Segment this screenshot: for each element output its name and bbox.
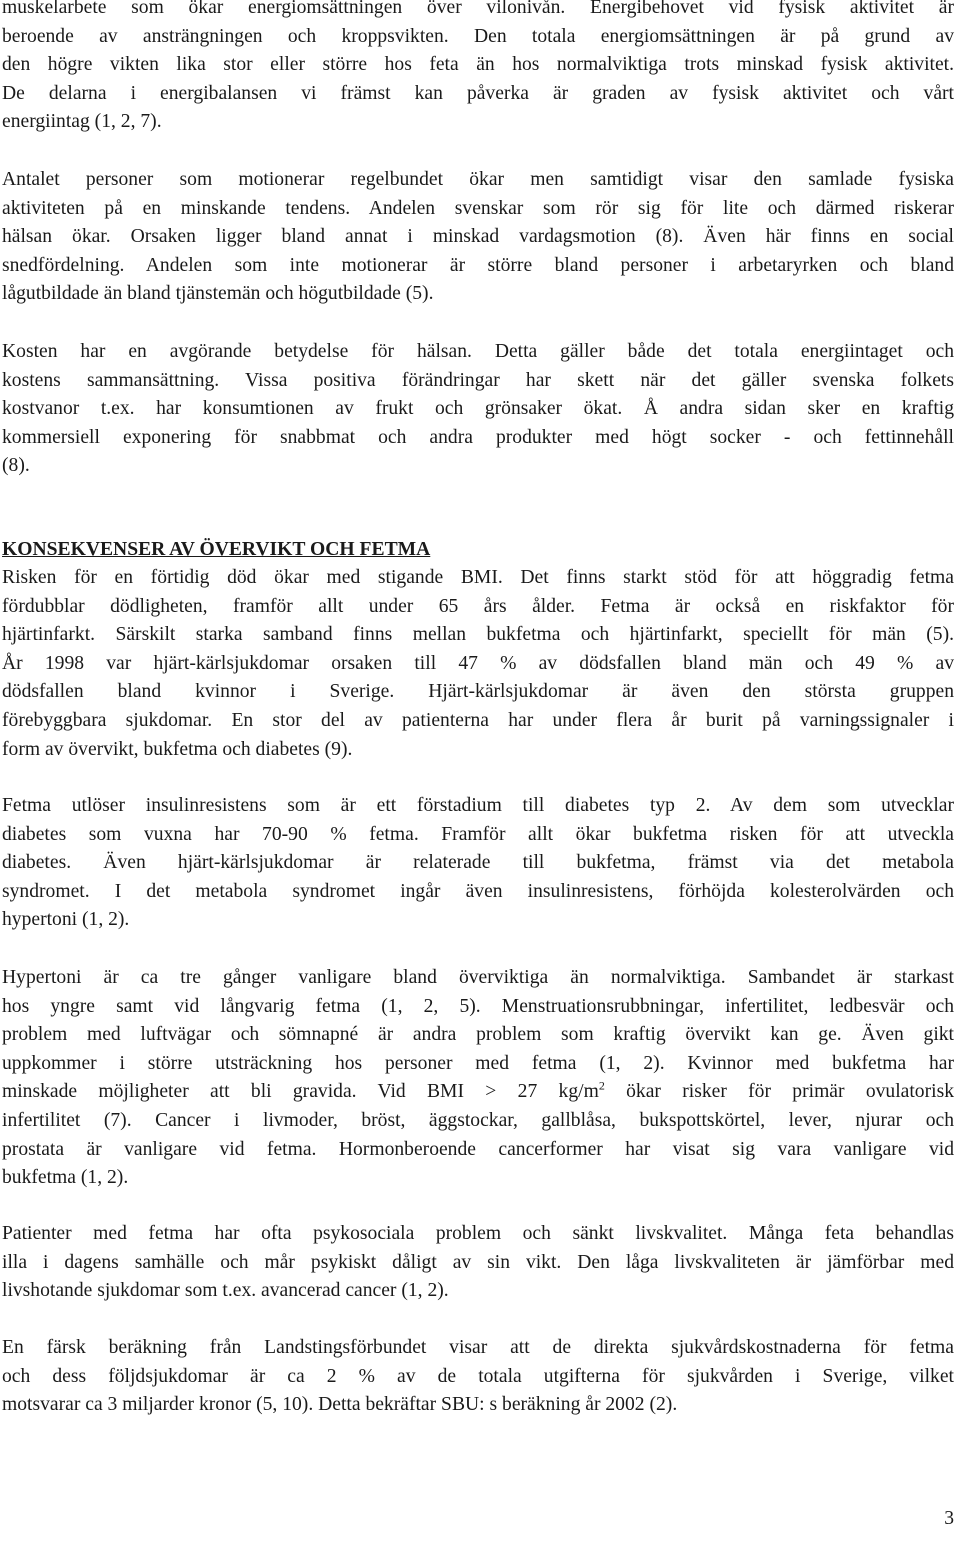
text-line: lågutbildade än bland tjänstemän och högutbildade (5). bbox=[2, 283, 434, 305]
paragraph-diet bbox=[2, 338, 954, 481]
text-line: förebyggbara sjukdomar. En stor del av patienterna har under flera år burit på varningssignaler i bbox=[2, 709, 954, 731]
text-line: De delarna i energibalansen vi främst kan påverka är graden av fysisk aktivitet och vårt bbox=[2, 82, 954, 104]
text-line: hypertoni (1, 2). bbox=[2, 909, 130, 931]
text-line: livshotande sjukdomar som t.ex. avancerad cancer (1, 2). bbox=[2, 1280, 449, 1302]
text-line: Antalet personer som motionerar regelbundet ökar men samtidigt visar den samlade fysiska bbox=[2, 169, 954, 190]
paragraph-hypertension bbox=[2, 964, 954, 1193]
section-heading: KONSEKVENSER AV ÖVERVIKT OCH FETMA bbox=[2, 539, 431, 560]
text-line: Risken för en förtidig död ökar med stigande BMI. Det finns starkt stöd för att höggradig fetma bbox=[2, 567, 954, 588]
paragraph-energy-balance bbox=[2, 0, 954, 137]
text-line: dödsfallen bland kvinnor i Sverige. Hjärt-kärlsjukdomar är även den största gruppen bbox=[2, 681, 954, 703]
text-line: illa i dagens samhälle och mår psykiskt dåligt av sin vikt. Den låga livskvaliteten är jämförbar med bbox=[2, 1251, 954, 1273]
text-line: Fetma utlöser insulinresistens som är ett förstadium till diabetes typ 2. Av dem som utvecklar bbox=[2, 795, 954, 816]
text-line-bmi bbox=[2, 1078, 954, 1107]
text-line: diabetes som vuxna har 70-90 % fetma. Framför allt ökar bukfetma risken för att utveckla bbox=[2, 823, 954, 845]
bmi-superscript: 2 bbox=[598, 1078, 605, 1093]
text-line: infertilitet (7). Cancer i livmoder, bröst, äggstockar, gallblåsa, bukspottskörtel, lever, njurar och bbox=[2, 1109, 954, 1131]
text-line: kostvanor t.ex. har konsumtionen av frukt och grönsaker ökat. Å andra sidan sker en kraftig bbox=[2, 398, 954, 420]
text-line: energiintag (1, 2, 7). bbox=[2, 111, 162, 133]
text-line: beroende av ansträngningen och kroppsvikten. Den totala energiomsättningen är på grund av bbox=[2, 25, 954, 47]
text-line: Hypertoni är ca tre gånger vanligare bland överviktiga än normalviktiga. Sambandet är starkast bbox=[2, 967, 954, 988]
text-line: prostata är vanligare vid fetma. Hormonberoende cancerformer har visat sig vara vanligare vid bbox=[2, 1138, 954, 1160]
text-line: (8). bbox=[2, 455, 30, 477]
text-line: aktiviteten på en minskande tendens. Andelen svenskar som rör sig för lite och därmed riskerar bbox=[2, 197, 954, 219]
text-line: syndromet. I det metabola syndromet ingår även insulinresistens, förhöjda kolesterolvärden och bbox=[2, 880, 954, 902]
paragraph-physical-activity bbox=[2, 166, 954, 309]
text-line: form av övervikt, bukfetma och diabetes (9). bbox=[2, 738, 353, 760]
text-line: kostens sammansättning. Vissa positiva förändringar har skett när det gäller svenska folkets bbox=[2, 369, 954, 391]
text-line: År 1998 var hjärt-kärlsjukdomar orsaken till 47 % av dödsfallen bland män och 49 % av bbox=[2, 652, 954, 674]
bmi-tail-text: ökar risker för primär ovulatorisk bbox=[604, 1081, 954, 1103]
text-line: problem med luftvägar och sömnapné är andra problem som kraftig övervikt kan ge. Även gikt bbox=[2, 1024, 954, 1046]
text-line: hälsan ökar. Orsaken ligger bland annat i minskad vardagsmotion (8). Även här finns en social bbox=[2, 226, 954, 248]
text-line: hjärtinfarkt. Särskilt starka samband finns mellan bukfetma och hjärtinfarkt, speciellt för män (5). bbox=[2, 624, 954, 646]
paragraph-costs bbox=[2, 1334, 954, 1420]
text-line: Kosten har en avgörande betydelse för hälsan. Detta gäller både det totala energiintaget och bbox=[2, 341, 954, 362]
paragraph-mortality bbox=[2, 564, 954, 764]
text-line: hos yngre samt vid långvarig fetma (1, 2, 5). Menstruationsrubbningar, infertilitet, ledbesvär och bbox=[2, 995, 954, 1017]
bmi-text: minskade möjligheter att bli gravida. Vid BMI > 27 kg/m bbox=[2, 1081, 599, 1103]
text-line: En färsk beräkning från Landstingsförbundet visar att de direkta sjukvårdskostnaderna för fetma bbox=[2, 1337, 954, 1358]
text-line: motsvarar ca 3 miljarder kronor (5, 10). Detta bekräftar SBU: s beräkning år 2002 (2). bbox=[2, 1394, 678, 1416]
text-line: den högre vikten lika stor eller större hos feta än hos normalviktiga trots minskad fysisk aktivitet. bbox=[2, 54, 954, 76]
text-line: kommersiell exponering för snabbmat och andra produkter med högt socker - och fettinnehåll bbox=[2, 426, 954, 448]
paragraph-diabetes bbox=[2, 792, 954, 935]
page-number: 3 bbox=[944, 1508, 954, 1529]
text-line: Patienter med fetma har ofta psykosociala problem och sänkt livskvalitet. Många feta behandlas bbox=[2, 1223, 954, 1244]
text-line: och dess följdsjukdomar är ca 2 % av de totala utgifterna för sjukvården i Sverige, vilket bbox=[2, 1365, 954, 1387]
text-line: bukfetma (1, 2). bbox=[2, 1167, 129, 1189]
text-line: muskelarbete som ökar energiomsättningen över vilonivån. Energibehovet vid fysisk aktivitet är bbox=[2, 0, 954, 18]
text-line: uppkommer i större utsträckning hos personer med fetma (1, 2). Kvinnor med bukfetma har bbox=[2, 1052, 954, 1074]
text-line: snedfördelning. Andelen som inte motionerar är större bland personer i arbetaryrken och bland bbox=[2, 254, 954, 276]
text-line: fördubblar dödligheten, framför allt under 65 års ålder. Fetma är också en riskfaktor för bbox=[2, 595, 954, 617]
text-line: diabetes. Även hjärt-kärlsjukdomar är relaterade till bukfetma, främst via det metabola bbox=[2, 852, 954, 874]
paragraph-quality-of-life bbox=[2, 1220, 954, 1306]
